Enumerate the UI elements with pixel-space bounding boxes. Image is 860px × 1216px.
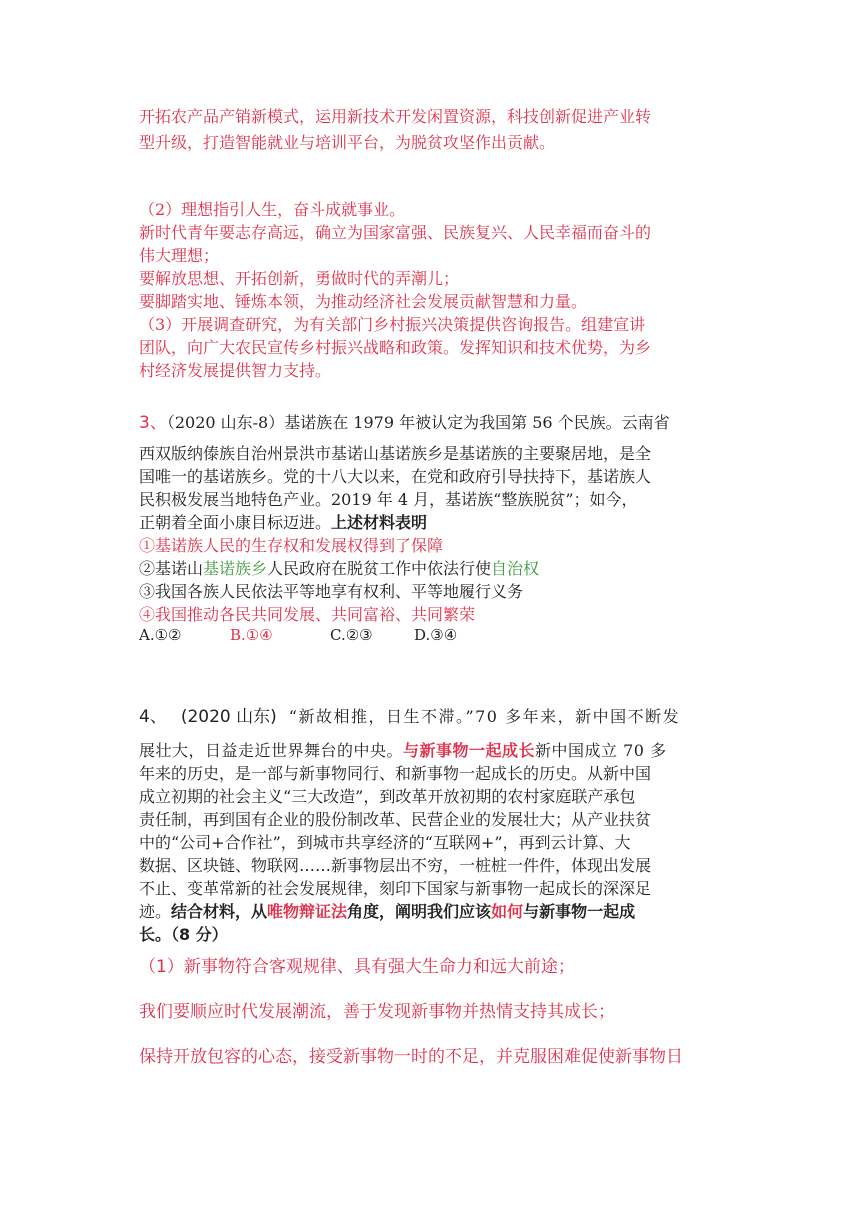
q3-line-5	[139, 510, 427, 533]
q4-topic-highlight: 与新事物一起成长	[403, 741, 536, 760]
part3-line-1: （3）开展调查研究，为有关部门乡村振兴决策提供咨询报告。组建宣讲	[139, 315, 646, 334]
choice-d: D.③④	[414, 626, 458, 644]
q4-stem-2a: 展壮大，日益走近世界舞台的中央。	[139, 741, 404, 760]
q3-stem-5: 正朝着全面小康目标迈进。	[139, 513, 332, 532]
q3-option-2-c: 人民政府在脱贫工作中依法行使	[267, 559, 492, 578]
q3-number: 3、	[139, 413, 167, 433]
q3-prompt: 上述材料表明	[331, 513, 428, 532]
part2-point-1b: 伟大理想；	[139, 246, 220, 265]
choice-a: A.①②	[139, 626, 182, 644]
q4-line-6: 中的“公司+合作社”，到城市共享经济的“互联网+”，再到云计算、大	[139, 833, 631, 852]
q3-option-4: ④我国推动各民共同发展、共同富裕、共同繁荣	[139, 605, 476, 624]
q4-line-5: 责任制，再到国有企业的股份制改革、民营企业的发展壮大；从产业扶贫	[139, 810, 652, 829]
choice-b-correct: B.①④	[230, 626, 273, 644]
choice-c: C.②③	[330, 626, 373, 644]
q3-line-1	[139, 408, 670, 433]
q3-option-2-highlight-1: 基诺族乡	[203, 559, 268, 578]
q4-stem-1: “新故相推，日生不滞。”70 多年来，新中国不断发	[288, 707, 681, 726]
q4-prompt-3: 与新事物一起成	[523, 902, 636, 921]
part2-point-1a: 新时代青年要志存高远，确立为国家富强、民族复兴、人民幸福而奋斗的	[139, 223, 652, 242]
q3-option-2-a: ②基诺山	[139, 559, 204, 578]
q3-stem-1: （2020 山东-8）基诺族在 1979 年被认定为我国第 56 个民族。云南省	[166, 413, 670, 432]
prev-answer-line-2: 型升级，打造智能就业与培训平台，为脱贫攻坚作出贡献。	[139, 133, 556, 152]
q4-prompt-highlight-1: 唯物辩证法	[267, 902, 348, 921]
q3-option-2-highlight-2: 自治权	[491, 559, 540, 578]
q4-line-3: 年来的历史，是一部与新事物同行、和新事物一起成长的历史。从新中国	[139, 764, 652, 783]
part2-point-3: 要脚踏实地、锤炼本领，为推动经济社会发展贡献智慧和力量。	[139, 292, 588, 311]
prev-answer-line-1: 开拓农产品产销新模式，运用新技术开发闲置资源，科技创新促进产业转	[139, 107, 652, 126]
q4-source: (2020 山东)	[180, 707, 277, 727]
q3-option-1: ①基诺族人民的生存权和发展权得到了保障	[139, 536, 444, 555]
q4-answer-2: 我们要顺应时代发展潮流，善于发现新事物并热情支持其成长；	[139, 1002, 615, 1022]
q4-line-10: 长。（8 分）	[139, 925, 228, 944]
q4-stem-2c: 新中国成立 70 多	[535, 741, 667, 760]
part3-line-2: 团队，向广大农民宣传乡村振兴战略和政策。发挥知识和技术优势，为乡	[139, 338, 652, 357]
q4-answer-1: （1）新事物符合客观规律、具有强大生命力和远大前途；	[139, 957, 575, 977]
q4-stem-9a: 迹。	[139, 902, 172, 921]
part3-line-3: 村经济发展提供智力支持。	[139, 361, 332, 380]
q4-line-8: 不止、变革常新的社会发展规律，刻印下国家与新事物一起成长的深深足	[139, 879, 652, 898]
q3-line-4: 民积极发展当地特色产业。2019 年 4 月，基诺族“整族脱贫”；如今，	[139, 490, 638, 509]
q4-prompt-2: 角度，阐明我们应该	[347, 902, 492, 921]
q3-option-3: ③我国各族人民依法平等地享有权利、平等地履行义务	[139, 582, 524, 601]
q4-prompt-1: 结合材料，从	[171, 902, 268, 921]
q4-line-1	[139, 702, 680, 727]
q3-line-3: 国唯一的基诺族乡。党的十八大以来，在党和政府引导扶持下，基诺族人	[139, 467, 652, 486]
part2-title: （2）理想指引人生，奋斗成就事业。	[139, 200, 406, 219]
q4-line-2	[139, 738, 667, 761]
q4-line-4: 成立初期的社会主义“三大改造”，到改革开放初期的农村家庭联产承包	[139, 787, 636, 806]
q4-line-7: 数据、区块链、物联网……新事物层出不穷，一桩桩一件件，体现出发展	[139, 856, 652, 875]
part2-point-2: 要解放思想、开拓创新，勇做时代的弄潮儿；	[139, 269, 460, 288]
q4-answer-3: 保持开放包容的心态，接受新事物一时的不足，并克服困难促使新事物日	[139, 1047, 683, 1067]
q4-line-9	[139, 899, 635, 922]
q4-prompt-highlight-2: 如何	[491, 902, 524, 921]
q3-line-2: 西双版纳傣族自治州景洪市基诺山基诺族乡是基诺族的主要聚居地，是全	[139, 444, 652, 463]
q4-number: 4、	[139, 707, 167, 727]
q3-option-2	[139, 556, 539, 579]
